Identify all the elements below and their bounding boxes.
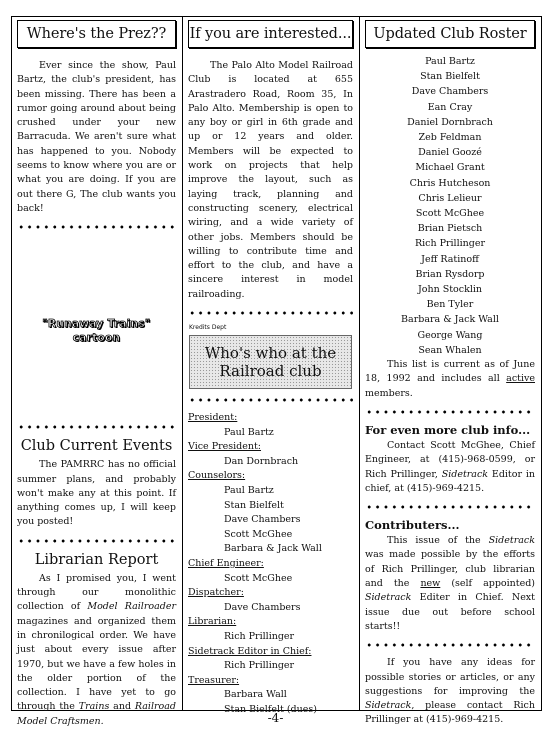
contrib-text: was made possible by the efforts of Rich Prillinger, club librarian and the: [365, 549, 535, 590]
roster-name: Ben Tyler: [426, 299, 474, 311]
roster-name: Brian Pietsch: [417, 223, 483, 235]
prez-body: Ever since the show, Paul Bartz, the club's president, has been missing. There has been a rumor going around about being crushed under your new Barracuda. We aren't sure what has happened to you. Nobody seems to know where you are or what you are doing. If you are out there G, The club wants you back!: [17, 60, 176, 214]
dotted-divider: [17, 224, 176, 230]
officer-name: Dave Chambers: [224, 514, 301, 526]
roster-name: Jeff Ratinoff: [421, 253, 479, 265]
column-right: [362, 18, 538, 728]
roster-name: Brian Rysdorp: [415, 268, 485, 280]
column-divider: [359, 16, 360, 711]
contributers-body: [365, 534, 535, 634]
info-sidetrack: Sidetrack: [441, 468, 489, 480]
officer-name: Rich Prillinger: [224, 660, 295, 672]
interested-body: The Palo Alto Model Railroad Club is located at 655 Arastradero Road, Room 35, In Palo Alto. Membership is open to any boy or girl in 6th grade and up or 12 years and older. Members will be expected to work on projects that help improve the layout, such as laying track, planning and constructing scenery, electrical wiring, and a wide variety of other jobs. Members should be willing to contribute time and effort to the club, and have a sincere interest in model railroading.: [188, 60, 353, 300]
roster-heading: Updated Club Roster: [365, 20, 535, 48]
dotted-divider: [17, 538, 176, 544]
roster-note: [365, 358, 535, 401]
roster-name: Zeb Feldman: [418, 132, 482, 144]
librarian-text: magazines and organized them in chronilogical order. We have just about every issue after 1970, but we have a few holes in the older portion of the collection. I have yet to go through the: [17, 615, 176, 713]
dotted-divider: [188, 397, 353, 403]
contrib-text: (self appointed): [440, 578, 536, 590]
contrib-new: new: [420, 578, 441, 590]
contributers-heading: Contributers...: [365, 518, 460, 533]
column-middle: [185, 18, 356, 718]
roster-name: Ean Cray: [427, 101, 473, 113]
roster-name: Daniel Goozé: [418, 147, 482, 159]
roster-name: Dave Chambers: [411, 86, 489, 98]
dotted-divider: [365, 504, 535, 510]
whos-who-banner: [189, 335, 352, 389]
ideas-sidetrack: Sidetrack: [365, 700, 412, 712]
librarian-body: [17, 572, 176, 729]
roster-name: Rich Prillinger: [414, 238, 486, 250]
librarian-magazine: Railroad Model Craftsmen.: [17, 701, 176, 727]
officer-name: Dan Dornbrach: [224, 455, 299, 467]
events-article: [17, 458, 176, 529]
whos-who-title: Who's who at the Railroad club: [204, 344, 337, 381]
officer-role: Counselors:: [188, 470, 246, 482]
roster-name: Chris Lelieur: [418, 192, 482, 204]
officer-role: President:: [188, 412, 238, 424]
roster-note-part: members.: [365, 387, 413, 399]
info-heading: For even more club info...: [365, 422, 531, 437]
roster-name: Chris Hutcheson: [409, 177, 491, 189]
contributers-article: [365, 534, 535, 634]
interested-heading: If you are interested...: [188, 20, 353, 48]
ideas-text: If you have any ideas for possible stories or articles, or any suggestions for improving the: [365, 657, 535, 697]
roster-name: Stan Bielfelt: [420, 71, 480, 83]
column-left: [14, 18, 179, 729]
dotted-divider: [188, 310, 353, 316]
roster-name: Michael Grant: [415, 162, 485, 174]
info-text: Contact Scott McGhee, Chief Engineer, at (415)-968-0599, or Rich Prillinger,: [365, 439, 535, 480]
contrib-text: This issue of the: [387, 535, 489, 547]
cartoon-caption: cartoon: [72, 332, 121, 345]
interested-article: [188, 59, 353, 302]
officer-name: Scott McGhee: [224, 528, 293, 540]
roster-note-part: This list is current as of June 18, 1992 and includes all: [365, 359, 535, 385]
info-article: [365, 439, 535, 496]
prez-article: [17, 59, 176, 216]
dotted-divider: [365, 642, 535, 648]
officer-name: Barbara Wall: [224, 689, 287, 701]
officer-role: Treasurer:: [188, 674, 240, 686]
roster-note-text: [365, 358, 535, 401]
dotted-divider: [17, 424, 176, 430]
librarian-article: [17, 572, 176, 729]
roster-name: Sean Whalen: [418, 344, 482, 356]
officer-name: Scott McGhee: [224, 572, 293, 584]
officer-role: Librarian:: [188, 616, 237, 628]
officer-role: Chief Engineer:: [188, 557, 264, 569]
roster-name: John Stocklin: [417, 284, 483, 296]
officer-name: Stan Bielfelt (dues): [224, 703, 317, 715]
officer-role: Dispatcher:: [188, 587, 244, 599]
officer-name: Dave Chambers: [224, 601, 301, 613]
page-number: -4-: [267, 711, 284, 725]
prez-heading: Where's the Prez??: [17, 20, 176, 48]
librarian-text: As I promised you, I went through our monolithic collection of: [17, 572, 176, 613]
dotted-divider: [365, 409, 535, 415]
officer-name: Barbara & Jack Wall: [224, 543, 322, 555]
roster-name: George Wang: [417, 329, 483, 341]
officer-name: Paul Bartz: [224, 426, 274, 438]
cartoon-title: "Runaway Trains": [42, 318, 151, 331]
kredits-label: Kredits Dept: [189, 324, 227, 332]
events-body: The PAMRRC has no official summer plans, and probably won't make any at this point. If anything comes up, I will keep you posted!: [17, 459, 176, 528]
roster-name: Paul Bartz: [425, 56, 475, 67]
officer-name: Paul Bartz: [224, 485, 274, 497]
librarian-text: and: [109, 701, 135, 713]
librarian-magazine: Trains: [78, 701, 110, 713]
officer-name: Stan Bielfelt: [224, 499, 284, 511]
librarian-heading: Librarian Report: [34, 551, 159, 568]
contrib-sidetrack: Sidetrack: [365, 592, 412, 604]
roster-name: Scott McGhee: [415, 208, 485, 220]
roster-note-active: active: [506, 373, 535, 385]
librarian-magazine: Model Railroader: [87, 601, 176, 613]
ideas-text: , please contact Rich Prillinger at (415)-969-4215.: [365, 700, 535, 726]
officer-role: Vice President:: [188, 441, 262, 453]
roster-name: Barbara & Jack Wall: [401, 314, 499, 326]
info-text: Editor in chief, at (415)-969-4215.: [365, 468, 535, 494]
roster-name: Daniel Dornbrach: [407, 116, 493, 128]
officer-list: [188, 411, 353, 717]
column-divider: [182, 16, 183, 711]
roster-list: [362, 54, 538, 358]
cartoon-placeholder: [14, 238, 179, 424]
contrib-sidetrack: Sidetrack: [488, 535, 535, 547]
officer-role: Sidetrack Editor in Chief:: [188, 645, 312, 657]
events-heading: Club Current Events: [20, 438, 173, 455]
contrib-text: Editer in Chief. Next issue due out before school starts!!: [365, 592, 535, 632]
officer-name: Rich Prillinger: [224, 630, 295, 642]
info-body: [365, 439, 535, 496]
